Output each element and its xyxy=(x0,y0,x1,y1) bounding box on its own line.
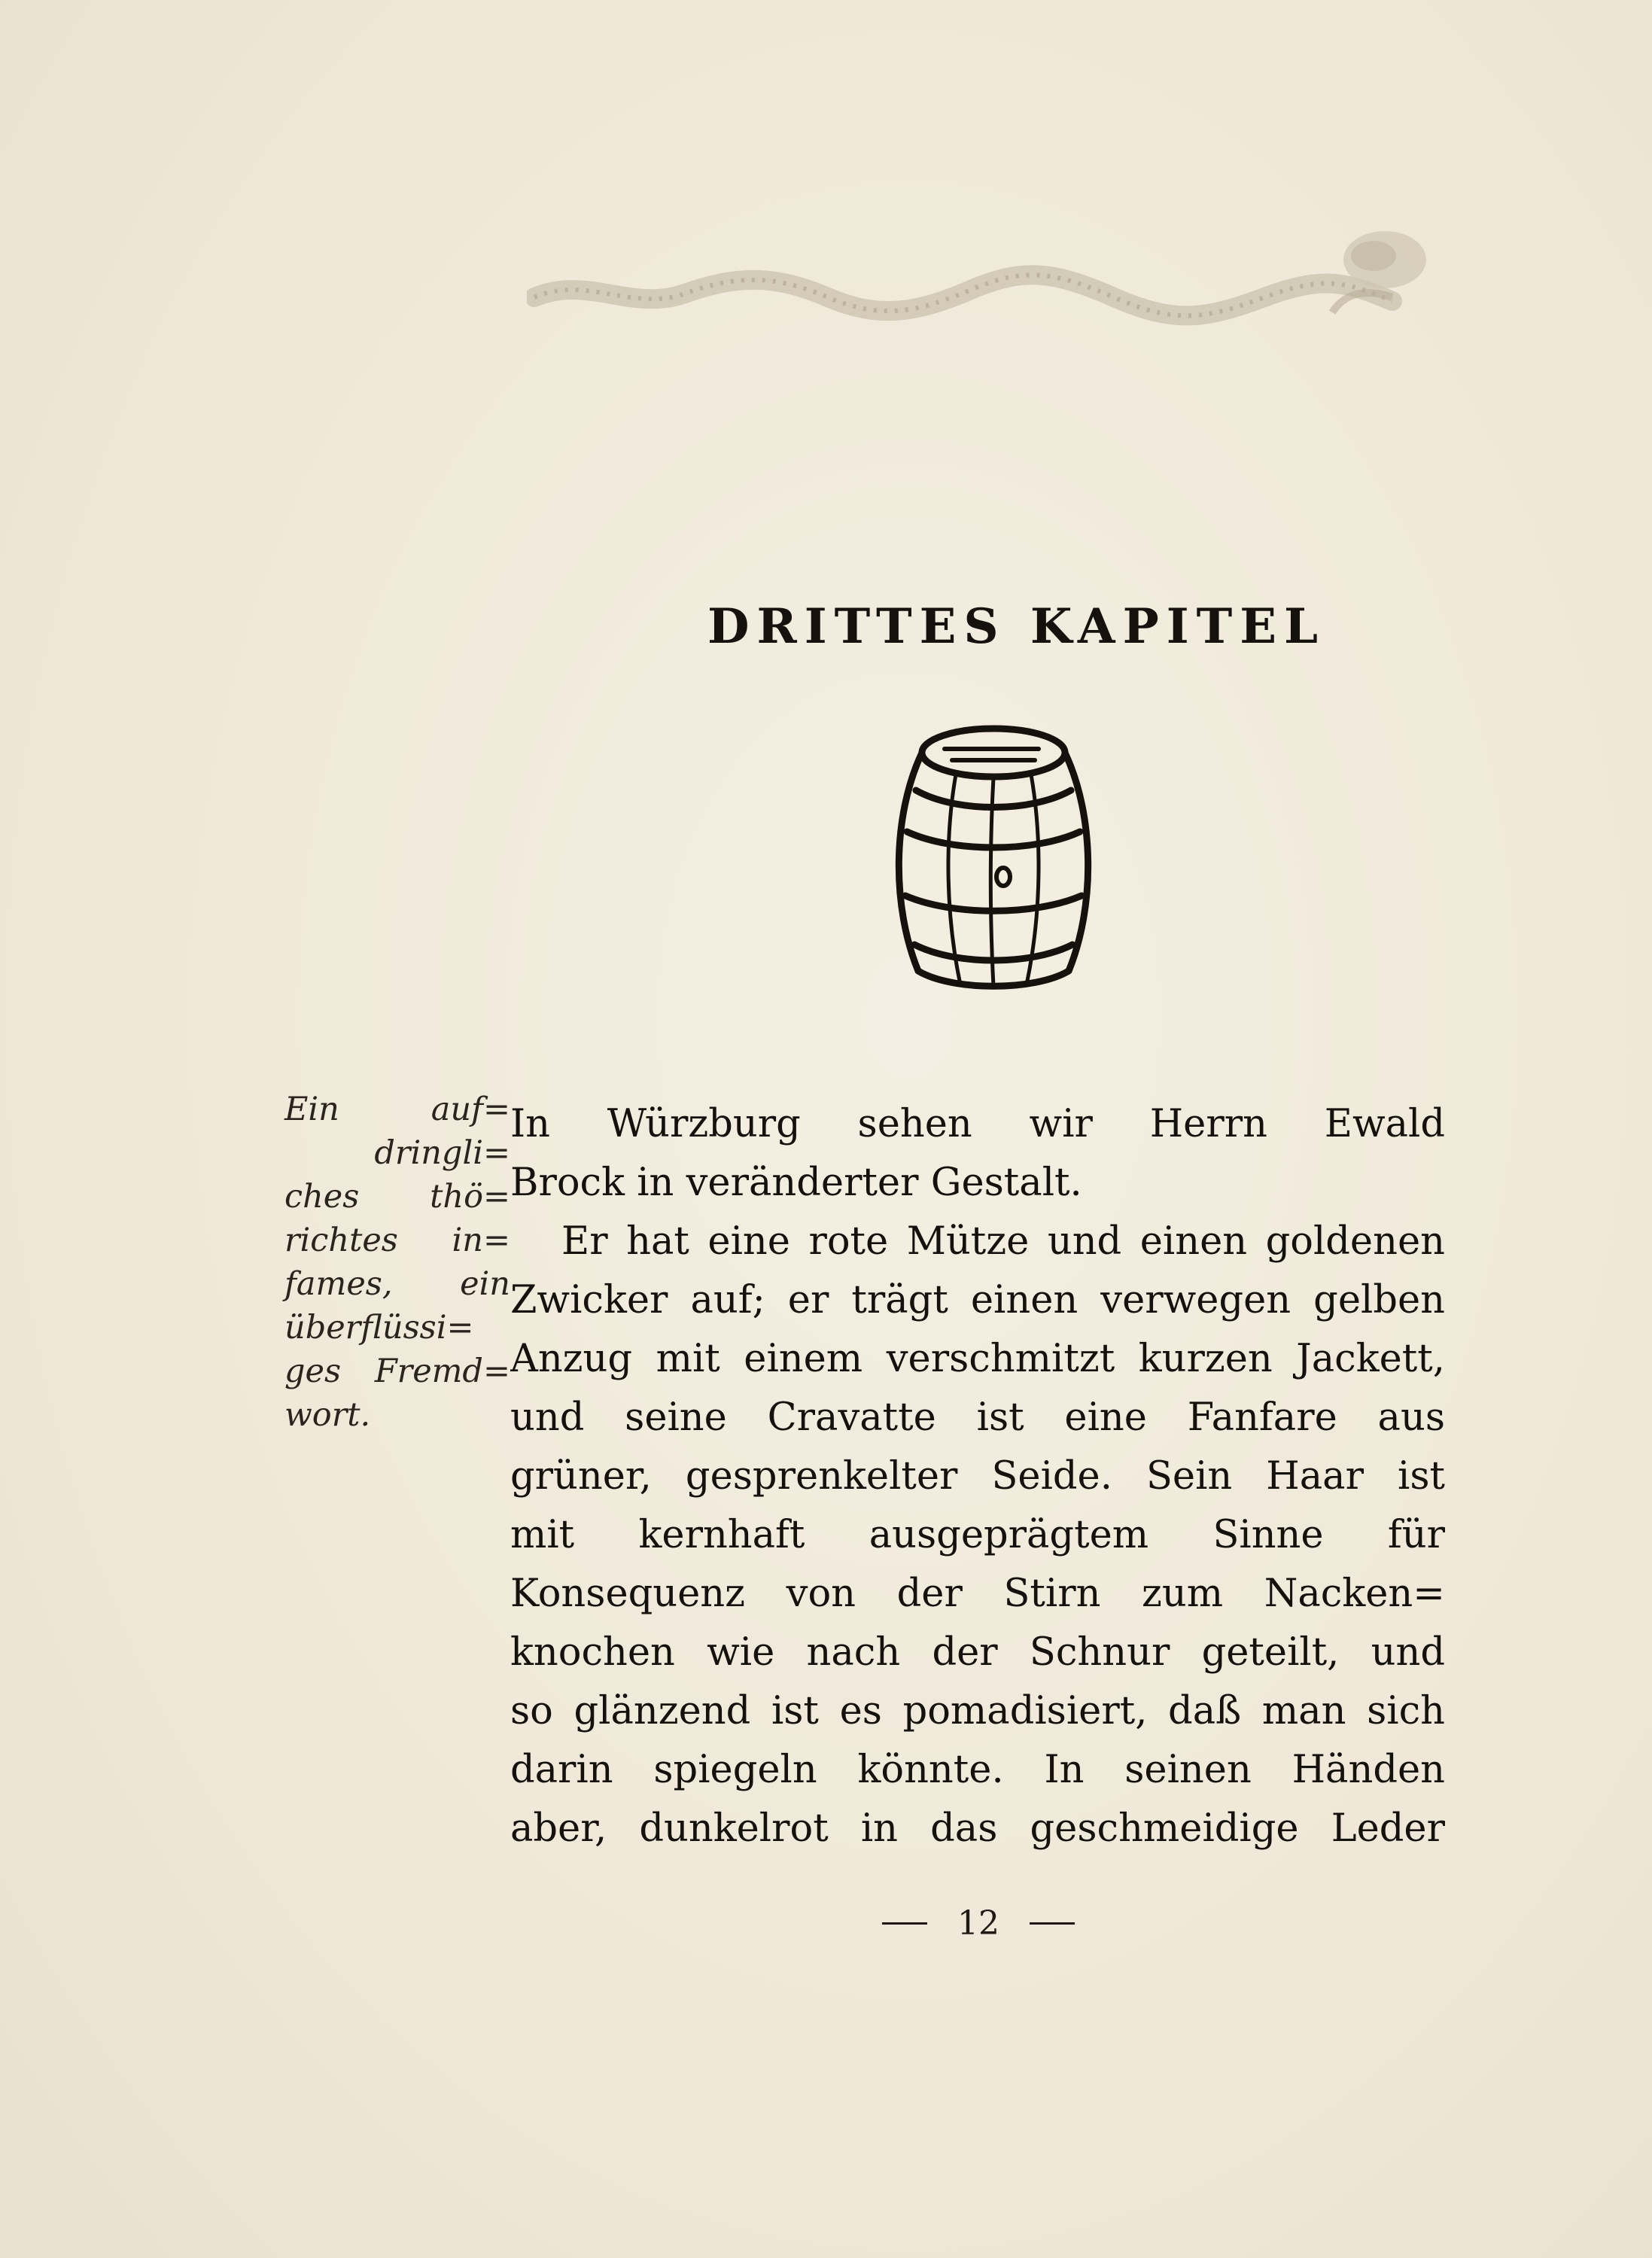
body-text xyxy=(510,1095,1445,1858)
body-line: darin spiegeln könnte. In seinen Händen xyxy=(510,1748,1445,1792)
folio-dash-left xyxy=(882,1922,927,1925)
margin-note-line: wort. xyxy=(284,1396,371,1434)
margin-note-line: Ein auf= xyxy=(284,1091,510,1128)
body-line: mit kernhaft ausgeprägtem Sinne für xyxy=(510,1513,1445,1557)
margin-note-line: richtes in= xyxy=(284,1222,510,1259)
barrel-icon xyxy=(884,719,1103,997)
body-line: knochen wie nach der Schnur geteilt, und xyxy=(510,1630,1445,1675)
margin-note xyxy=(284,1088,510,1437)
body-line: Zwicker auf; er trägt einen verwegen gelben xyxy=(510,1278,1445,1322)
body-line: grüner, gesprenkelter Seide. Sein Haar ist xyxy=(510,1454,1445,1499)
body-line: aber, dunkelrot in das geschmeidige Leder xyxy=(510,1806,1445,1851)
body-line: so glänzend ist es pomadisiert, daß man sich xyxy=(510,1689,1445,1733)
body-line: Brock in veränderter Gestalt. xyxy=(510,1161,1082,1205)
body-line: Er hat eine rote Mütze und einen goldenen xyxy=(561,1219,1445,1264)
body-line: Anzug mit einem verschmitzt kurzen Jackett, xyxy=(510,1337,1445,1381)
body-line: In Würzburg sehen wir Herrn Ewald xyxy=(510,1102,1445,1146)
folio-dash-right xyxy=(1030,1922,1075,1925)
margin-note-line: dringli= xyxy=(374,1134,510,1172)
body-line: und seine Cravatte ist eine Fanfare aus xyxy=(510,1395,1445,1440)
page-number: 12 xyxy=(957,1903,999,1943)
page-number-footer xyxy=(850,1900,1106,1946)
wave-ornament xyxy=(527,215,1445,365)
margin-note-line: ges Fremd= xyxy=(284,1353,510,1390)
margin-note-line: ches thö= xyxy=(284,1178,510,1216)
margin-note-line: überflüssi= xyxy=(284,1309,474,1347)
chapter-title: DRITTES KAPITEL xyxy=(707,598,1326,655)
body-line: Konsequenz von der Stirn zum Nacken= xyxy=(510,1572,1445,1616)
margin-note-line: fames, ein xyxy=(284,1265,510,1303)
